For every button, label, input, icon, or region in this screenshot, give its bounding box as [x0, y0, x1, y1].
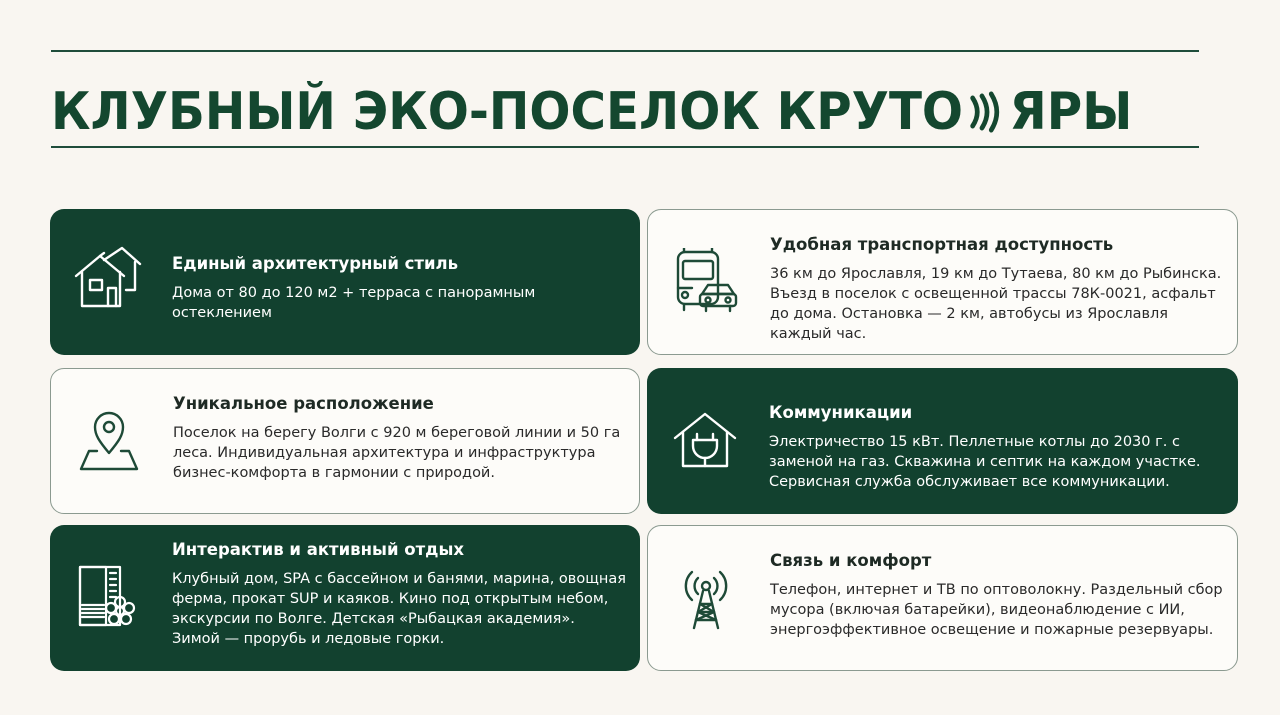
title-text-part1: КЛУБНЫЙ ЭКО-ПОСЕЛОК КРУТО	[51, 82, 964, 142]
top-divider	[51, 50, 1199, 52]
card-heading: Связь и комфорт	[770, 551, 932, 570]
feature-card-location	[50, 368, 640, 514]
card-heading: Коммуникации	[769, 403, 913, 422]
card-heading: Интерактив и активный отдых	[172, 540, 465, 559]
feature-card-transport	[647, 209, 1238, 355]
card-body: Дома от 80 до 120 м2 + терраса с панорамным остеклением	[172, 285, 536, 321]
map-pin-icon	[75, 407, 143, 475]
page-title	[51, 82, 1132, 142]
card-body: Электричество 15 кВт. Пеллетные котлы до 2030 г. с заменой на газ. Скважина и септик на каждом участке. Сервисная служба обслуживает все коммуникации.	[769, 434, 1201, 490]
building-flower-icon	[74, 563, 142, 631]
feature-card-architecture	[50, 209, 640, 355]
card-heading: Удобная транспортная доступность	[770, 235, 1114, 254]
feature-card-connectivity	[647, 525, 1238, 671]
card-heading: Единый архитектурный стиль	[172, 254, 459, 273]
card-heading: Уникальное расположение	[173, 394, 434, 413]
card-body: Телефон, интернет и ТВ по оптоволокну. Раздельный сбор мусора (включая батарейки), видеонаблюдение с ИИ, энергоэффективное освещение и пожарные резервуары.	[770, 582, 1223, 638]
houses-icon	[74, 246, 142, 314]
home-plug-icon	[671, 408, 739, 476]
bottom-divider	[51, 146, 1199, 148]
antenna-tower-icon	[672, 564, 740, 632]
bus-car-icon	[672, 248, 740, 316]
card-body: 36 км до Ярославля, 19 км до Тутаева, 80 км до Рыбинска. Въезд в поселок с освещенной трассы 78К-0021, асфальт до дома. Остановка — 2 км, автобусы из Ярославля каждый час.	[770, 266, 1222, 342]
waves-logo-icon	[967, 88, 1008, 136]
card-body: Клубный дом, SPA с бассейном и банями, марина, овощная ферма, прокат SUP и каяков. Кино под открытым небом, экскурсии по Волге. Детская «Рыбацкая академия». Зимой — прорубь и ледовые горки.	[172, 571, 626, 647]
title-text-part2: ЯРЫ	[1009, 82, 1133, 142]
feature-card-utilities	[647, 368, 1238, 514]
feature-card-recreation	[50, 525, 640, 671]
card-body: Поселок на берегу Волги с 920 м береговой линии и 50 га леса. Индивидуальная архитектура и инфраструктура бизнес-комфорта в гармонии с природой.	[173, 425, 621, 481]
